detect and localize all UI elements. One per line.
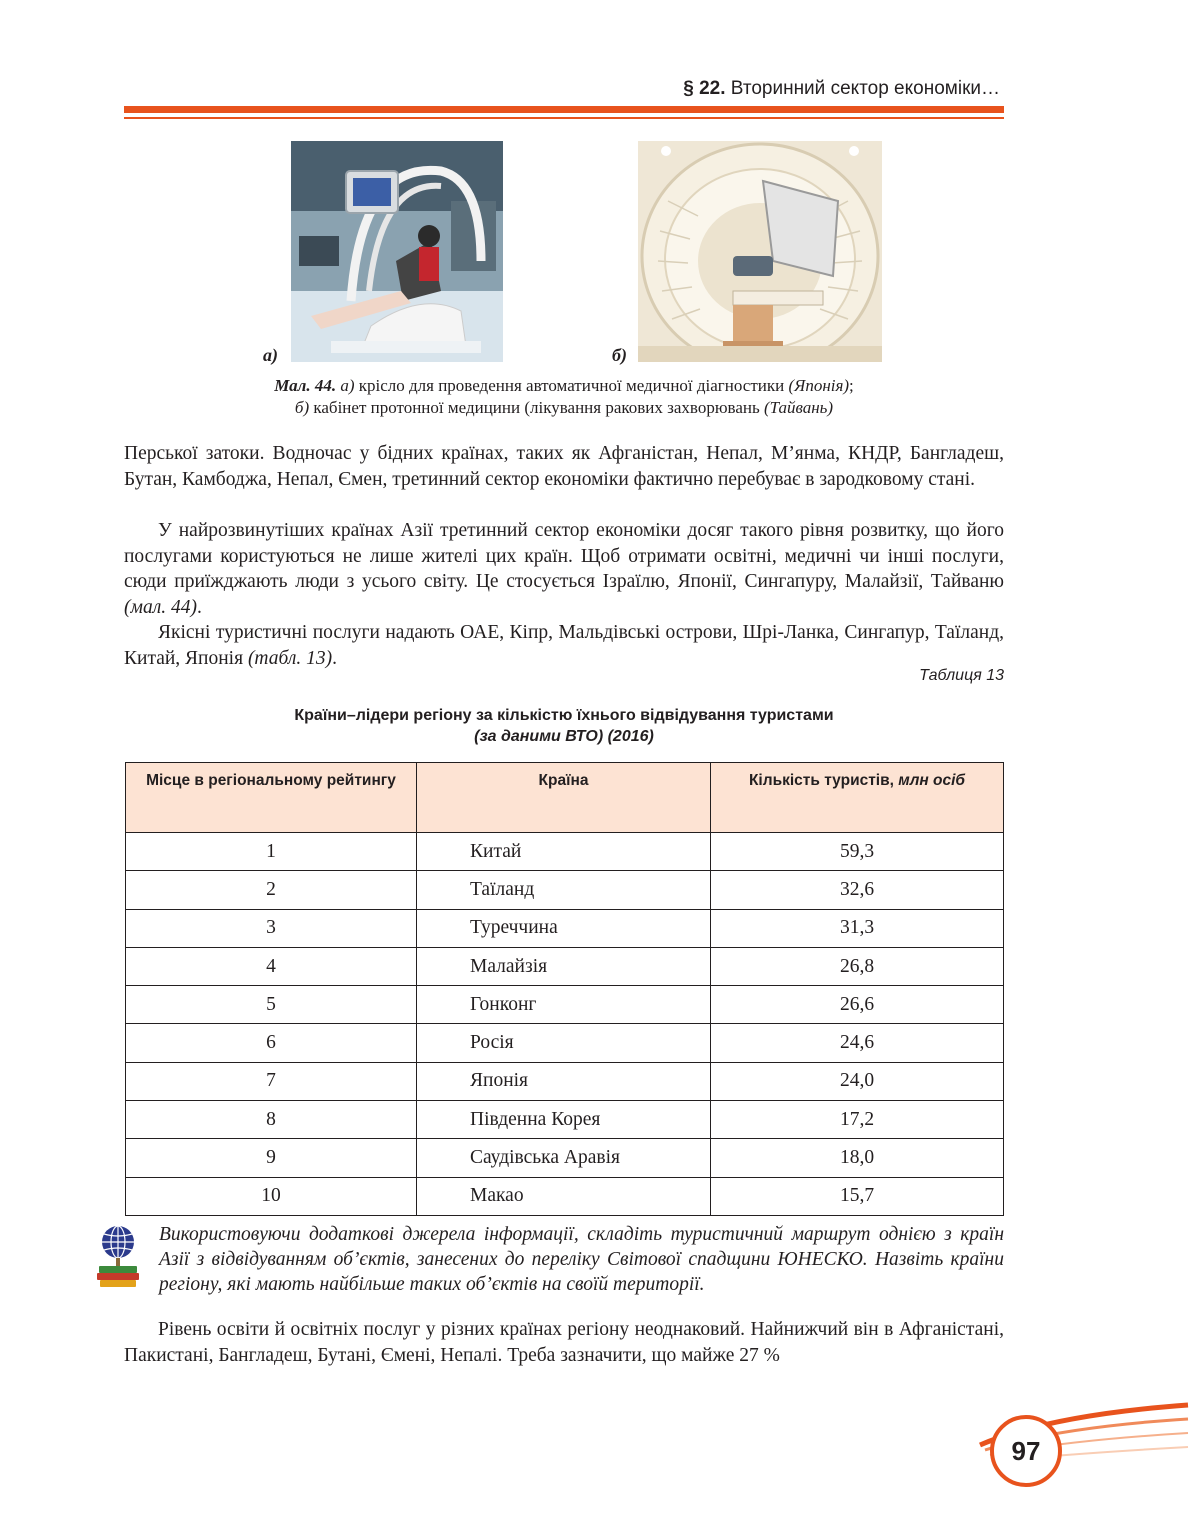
section-title bbox=[683, 78, 1000, 100]
paragraph-2-text: У найрозвинутіших країнах Азії третинний сектор економіки досяг такого рівня розвитку, що його послугами користуються не лише жителі цих країн. Щоб отримати освітні, медичні чи інші послуги, сюди приїжджають люди з усього світу. Це стосується Ізраїлю, Японії, Сингапуру, Малайзії, Тайваню bbox=[124, 520, 1004, 593]
paragraph-1: Перської затоки. Водночас у бідних країнах, таких як Афганістан, Непал, М’янма, КНДР, Бангладеш, Бутан, Камбоджа, Непал, Ємен, третинний сектор економіки фактично перебуває в зародковому стані. bbox=[124, 443, 1004, 490]
country-cell: Південна Корея bbox=[417, 1101, 711, 1139]
country-cell: Японія bbox=[417, 1062, 711, 1100]
section-title-text: Вторинний сектор економіки… bbox=[730, 78, 1000, 99]
rank-cell: 2 bbox=[126, 871, 417, 909]
header-country: Країна bbox=[417, 763, 711, 833]
paragraph-3-text: Якісні туристичні послуги надають ОАЕ, Кіпр, Мальдівські острови, Шрі-Ланка, Сингапур, Таїланд, Китай, Японія bbox=[124, 622, 1004, 669]
table-row bbox=[126, 1139, 1004, 1177]
rank-cell: 10 bbox=[126, 1177, 417, 1215]
country-cell: Туреччина bbox=[417, 909, 711, 947]
caption-a-end: ; bbox=[849, 376, 854, 395]
section-number: § 22. bbox=[683, 78, 726, 99]
rank-cell: 7 bbox=[126, 1062, 417, 1100]
rank-cell: 5 bbox=[126, 986, 417, 1024]
caption-b-text: кабінет протонної медицини (лікування ракових захворювань bbox=[309, 398, 764, 417]
table-row bbox=[126, 986, 1004, 1024]
tourists-cell: 26,8 bbox=[711, 947, 1004, 985]
figure-label-a: а) bbox=[263, 345, 278, 365]
header-tourists bbox=[711, 763, 1004, 833]
header-rule-thin bbox=[124, 117, 1004, 119]
paragraph-3 bbox=[124, 620, 1004, 671]
table-title bbox=[124, 705, 1004, 747]
tourists-cell: 59,3 bbox=[711, 833, 1004, 871]
table-row bbox=[126, 1062, 1004, 1100]
page-number: 97 bbox=[990, 1415, 1062, 1487]
table-row bbox=[126, 833, 1004, 871]
table-subtitle: (за даними ВТО) (2016) bbox=[474, 728, 654, 745]
country-cell: Таїланд bbox=[417, 871, 711, 909]
tourists-cell: 26,6 bbox=[711, 986, 1004, 1024]
country-cell: Росія bbox=[417, 1024, 711, 1062]
task-text: Використовуючи додаткові джерела інформації, складіть туристичний маршрут однією з країн Азії з відвідуванням об’єктів, занесених до переліку Світової спадщини ЮНЕСКО. Назвіть країни регіону, які мають найбільше таких об’єктів на своїй території. bbox=[159, 1224, 1004, 1295]
tourists-cell: 18,0 bbox=[711, 1139, 1004, 1177]
tourism-table bbox=[125, 762, 1004, 1216]
table-row bbox=[126, 1024, 1004, 1062]
caption-a-country: (Японія) bbox=[788, 376, 850, 395]
header-tourists-label: Кількість туристів, bbox=[748, 772, 899, 789]
caption-b-country: (Тайвань) bbox=[763, 398, 834, 417]
country-cell: Китай bbox=[417, 833, 711, 871]
caption-b-marker: б) bbox=[294, 398, 310, 417]
caption-a-text: крісло для проведення автоматичної медичної діагностики bbox=[354, 376, 789, 395]
table-header-row bbox=[126, 763, 1004, 833]
globe-books-icon bbox=[93, 1222, 143, 1288]
photo-diagnostic-chair bbox=[291, 141, 503, 362]
rank-cell: 9 bbox=[126, 1139, 417, 1177]
tourists-cell: 24,0 bbox=[711, 1062, 1004, 1100]
country-cell: Гонконг bbox=[417, 986, 711, 1024]
country-cell: Саудівська Аравія bbox=[417, 1139, 711, 1177]
header-rank: Місце в регіональному рейтингу bbox=[126, 763, 417, 833]
photo-proton-therapy-room bbox=[638, 141, 882, 362]
rank-cell: 6 bbox=[126, 1024, 417, 1062]
caption-a-marker: а) bbox=[340, 376, 355, 395]
country-cell: Макао bbox=[417, 1177, 711, 1215]
table-number: Таблиця 13 bbox=[919, 667, 1004, 684]
tourists-cell: 32,6 bbox=[711, 871, 1004, 909]
table-reference: (табл. 13) bbox=[247, 647, 333, 669]
paragraph-2-end: . bbox=[196, 596, 202, 618]
country-cell: Малайзія bbox=[417, 947, 711, 985]
rank-cell: 1 bbox=[126, 833, 417, 871]
rank-cell: 8 bbox=[126, 1101, 417, 1139]
figure-label-b: б) bbox=[612, 345, 627, 365]
table-row bbox=[126, 871, 1004, 909]
table-row bbox=[126, 1101, 1004, 1139]
caption-line-a bbox=[124, 375, 1004, 397]
rank-cell: 4 bbox=[126, 947, 417, 985]
paragraph-2 bbox=[124, 518, 1004, 620]
caption-number: Мал. 44. bbox=[274, 376, 337, 395]
table-row bbox=[126, 909, 1004, 947]
header-rule-thick bbox=[124, 106, 1004, 113]
paragraph-4: Рівень освіти й освітніх послуг у різних країнах регіону неоднаковий. Найнижчий він в Афганістані, Пакистані, Бангладеш, Бутані, Ємені, Непалі. Треба зазначити, що майже 27 % bbox=[124, 1319, 1004, 1366]
tourists-cell: 24,6 bbox=[711, 1024, 1004, 1062]
header-tourists-unit: млн осіб bbox=[898, 772, 966, 789]
table-title-line: Країни–лідери регіону за кількістю їхнього відвідування туристами bbox=[294, 707, 834, 724]
table-row bbox=[126, 1177, 1004, 1215]
table-row bbox=[126, 947, 1004, 985]
rank-cell: 3 bbox=[126, 909, 417, 947]
caption-line-b bbox=[124, 397, 1004, 419]
tourists-cell: 31,3 bbox=[711, 909, 1004, 947]
figure-caption bbox=[124, 375, 1004, 419]
paragraph-3-end: . bbox=[332, 647, 337, 669]
tourists-cell: 15,7 bbox=[711, 1177, 1004, 1215]
figure-reference: (мал. 44) bbox=[124, 596, 197, 618]
tourists-cell: 17,2 bbox=[711, 1101, 1004, 1139]
